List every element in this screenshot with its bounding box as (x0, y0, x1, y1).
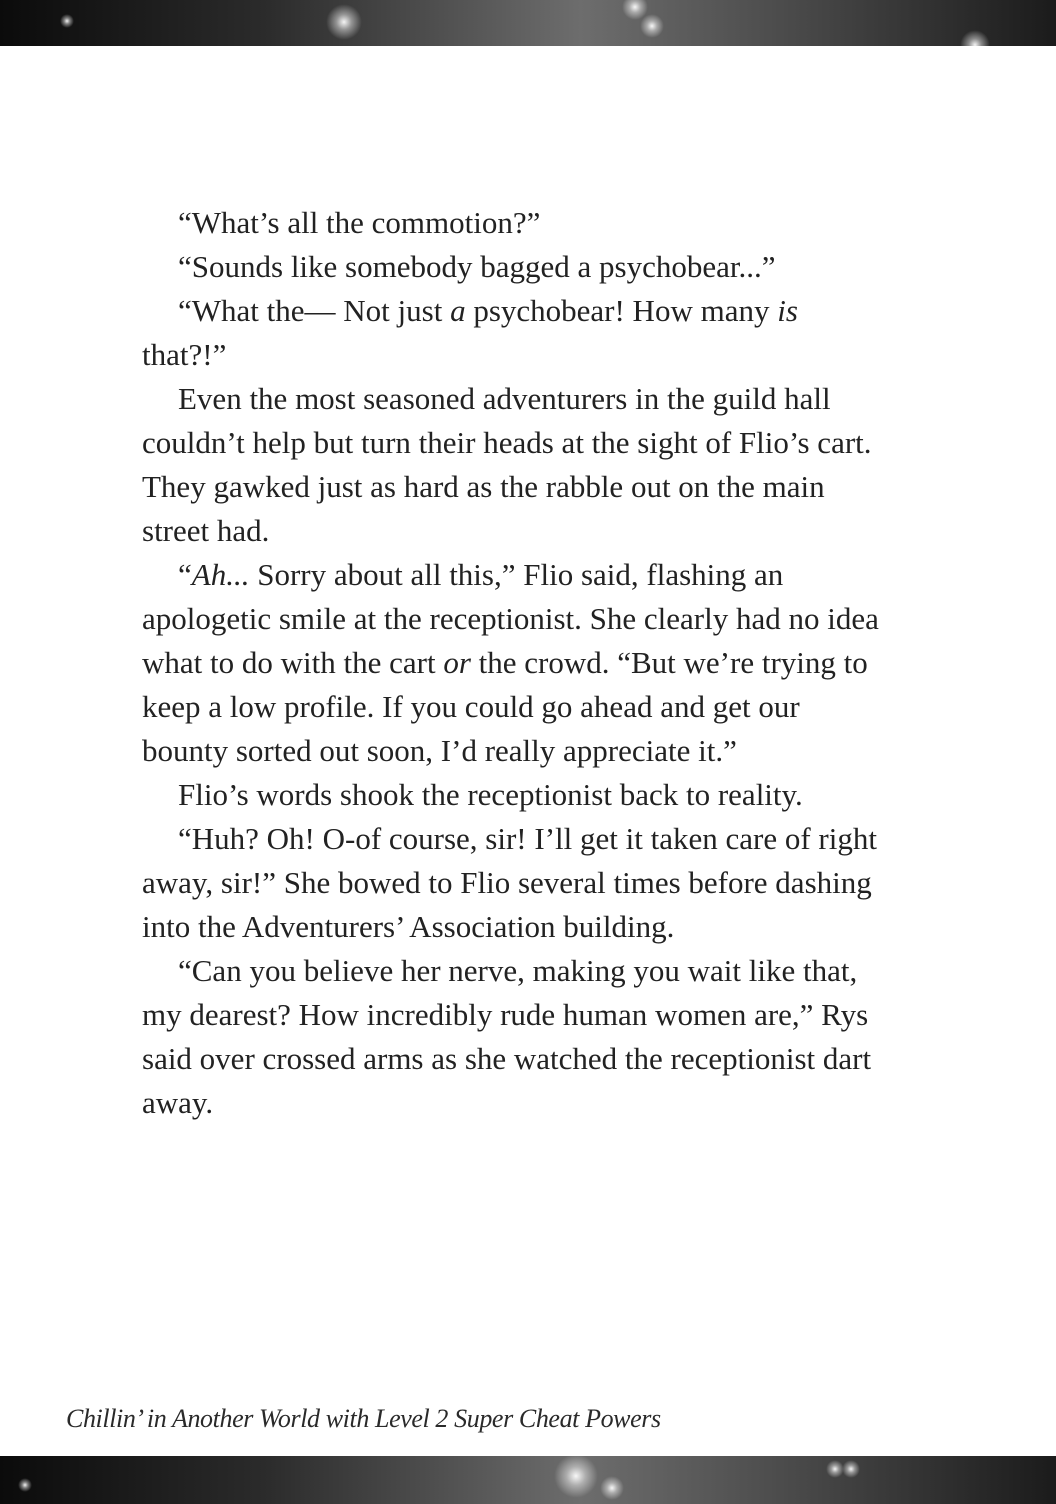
paragraph (142, 377, 882, 553)
text-run: Flio’s words shook the receptionist back to reality. (178, 777, 803, 812)
book-title-footer: Chillin’ in Another World with Level 2 Super Cheat Powers (66, 1404, 661, 1433)
italic-text-run: Ah... (191, 557, 250, 592)
text-run: the crowd. “But we’re trying to keep a low profile. If you could go ahead and get our bounty sorted out soon, I’d really appreciate it.” (142, 645, 868, 768)
sparkle-decoration (960, 30, 990, 46)
body-text (142, 201, 882, 1125)
text-run: that?!” (142, 337, 227, 372)
text-run: “What’s all the commotion?” (178, 205, 541, 240)
sparkle-decoration (18, 1478, 32, 1492)
sparkle-decoration (60, 14, 74, 28)
sparkle-decoration (640, 14, 664, 38)
sparkle-decoration (326, 4, 362, 40)
text-run: Sorry about all this,” Flio said, flashing an apologetic smile at the receptionist. She clearly had no idea what to do with the cart (142, 557, 879, 680)
paragraph (142, 245, 882, 289)
italic-text-run: a (450, 293, 466, 328)
text-run: “Huh? Oh! O-of course, sir! I’ll get it taken care of right away, sir!” She bowed to Flio several times before dashing into the Adventurers’ Association building. (142, 821, 877, 944)
paragraph (142, 289, 882, 377)
sparkle-decoration (554, 1456, 598, 1498)
paragraph (142, 773, 882, 817)
text-run: “What the— Not just (178, 293, 451, 328)
text-run: “Can you believe her nerve, making you wait like that, my dearest? How incredibly rude human women are,” Rys said over crossed arms as she watched the receptionist dart away. (142, 953, 872, 1120)
sparkle-decoration (600, 1476, 624, 1500)
text-run: Even the most seasoned adventurers in the guild hall couldn’t help but turn their heads at the sight of Flio’s cart. They gawked just as hard as the rabble out on the main street had. (142, 381, 872, 548)
top-decorative-band (0, 0, 1056, 46)
paragraph (142, 553, 882, 773)
italic-text-run: or (443, 645, 471, 680)
sparkle-decoration (842, 1460, 860, 1478)
paragraph (142, 817, 882, 949)
paragraph (142, 949, 882, 1125)
text-run: “ (178, 557, 192, 592)
text-run: psychobear! How many (465, 293, 778, 328)
bottom-decorative-band (0, 1456, 1056, 1504)
paragraph (142, 201, 882, 245)
text-run: “Sounds like somebody bagged a psychobear...” (178, 249, 776, 284)
italic-text-run: is (777, 293, 798, 328)
